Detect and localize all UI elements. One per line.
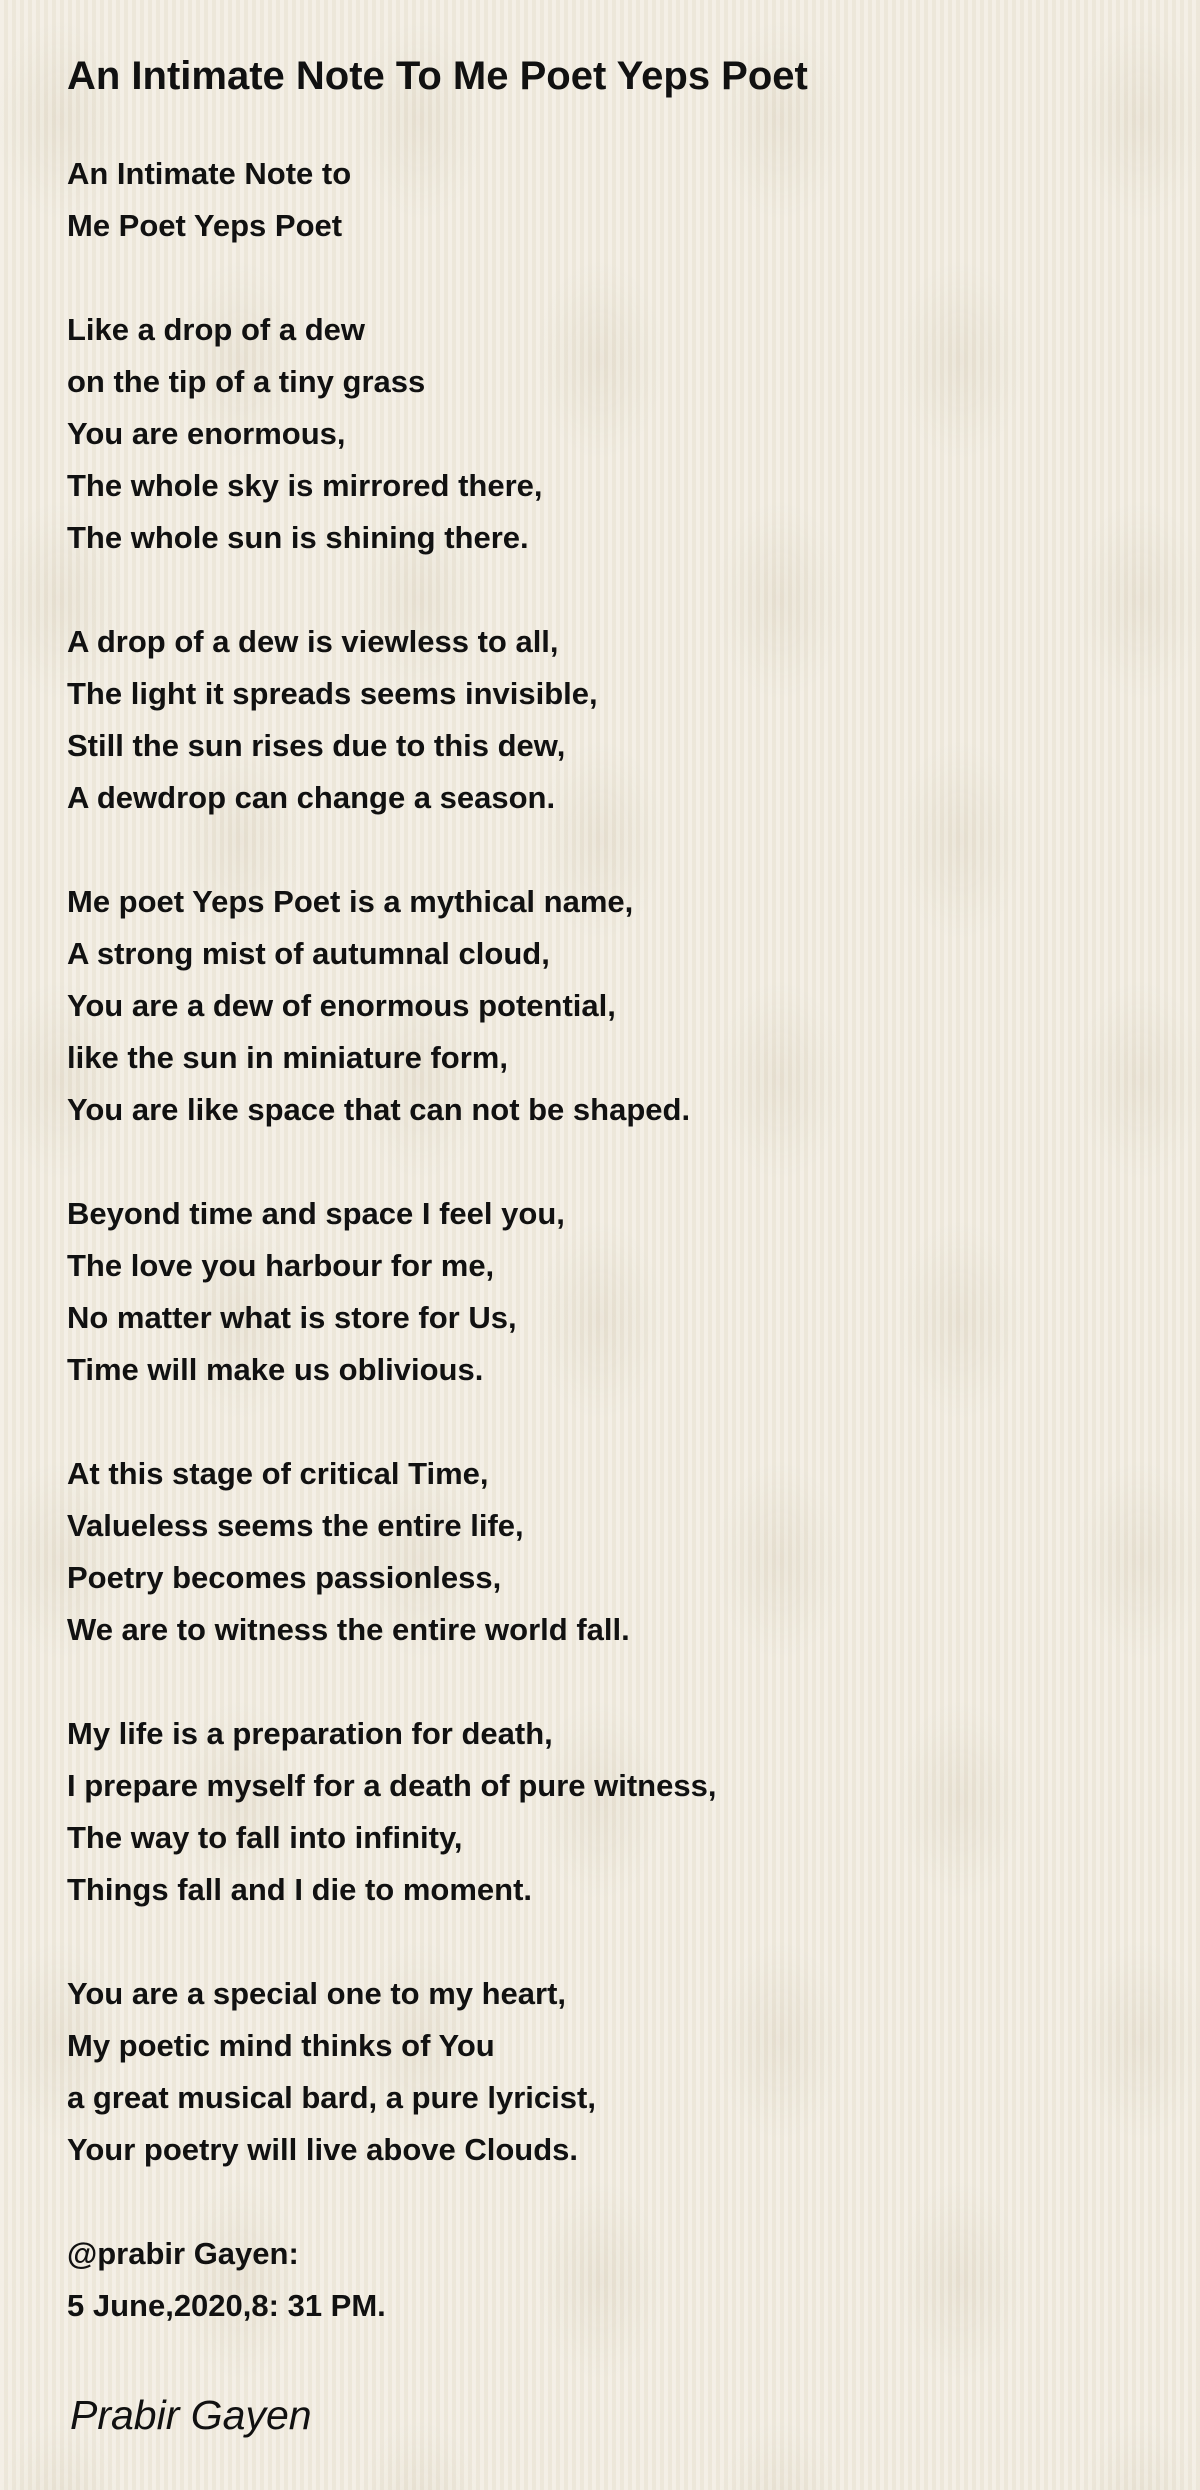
- stanza: [67, 876, 1167, 1136]
- stanza: [67, 1448, 1167, 1656]
- poem-line: @prabir Gayen:: [67, 2236, 299, 2271]
- poem-line: An Intimate Note to: [67, 156, 352, 191]
- poem-line: Me Poet Yeps Poet: [67, 208, 343, 243]
- poem-line: You are enormous,: [67, 416, 346, 451]
- poem-line: You are a dew of enormous potential,: [67, 988, 616, 1023]
- poem-line: The way to fall into infinity,: [67, 1820, 463, 1855]
- stanza: [67, 1188, 1167, 1396]
- poem-line: Things fall and I die to moment.: [67, 1872, 533, 1907]
- poem-line: Poetry becomes passionless,: [67, 1560, 502, 1595]
- poem-line: I prepare myself for a death of pure witness,: [67, 1768, 717, 1803]
- poem-line: Like a drop of a dew: [67, 312, 365, 347]
- poem-line: We are to witness the entire world fall.: [67, 1612, 630, 1647]
- poem-line: 5 June,2020,8: 31 PM.: [67, 2288, 386, 2323]
- poem-line: like the sun in miniature form,: [67, 1040, 508, 1075]
- stanza: [67, 616, 1167, 824]
- poem-line: Still the sun rises due to this dew,: [67, 728, 566, 763]
- stanza: [67, 1968, 1167, 2176]
- stanza: [67, 1708, 1167, 1916]
- poem-line: Valueless seems the entire life,: [67, 1508, 524, 1543]
- poem-line: No matter what is store for Us,: [67, 1300, 517, 1335]
- poem-line: on the tip of a tiny grass: [67, 364, 426, 399]
- signature-stanza: [67, 2228, 1167, 2332]
- author-name: Prabir Gayen: [70, 2392, 312, 2438]
- poem-line: You are like space that can not be shaped.: [67, 1092, 691, 1127]
- poem-line: At this stage of critical Time,: [67, 1456, 489, 1491]
- poem-line: The light it spreads seems invisible,: [67, 676, 598, 711]
- stanza: [67, 304, 1167, 564]
- poem-line: A drop of a dew is viewless to all,: [67, 624, 559, 659]
- poem-line: My poetic mind thinks of You: [67, 2028, 495, 2063]
- poem-line: a great musical bard, a pure lyricist,: [67, 2080, 596, 2115]
- poem-line: Me poet Yeps Poet is a mythical name,: [67, 884, 634, 919]
- poem-line: Your poetry will live above Clouds.: [67, 2132, 579, 2167]
- poem-line: A strong mist of autumnal cloud,: [67, 936, 550, 971]
- poem-body: [67, 148, 1167, 2384]
- poem-title: An Intimate Note To Me Poet Yeps Poet: [67, 54, 808, 98]
- poem-line: My life is a preparation for death,: [67, 1716, 553, 1751]
- poem-line: The whole sun is shining there.: [67, 520, 529, 555]
- poem-line: You are a special one to my heart,: [67, 1976, 567, 2011]
- poem-line: Time will make us oblivious.: [67, 1352, 484, 1387]
- poem-line: The whole sky is mirrored there,: [67, 468, 543, 503]
- poem-line: A dewdrop can change a season.: [67, 780, 556, 815]
- stanza: [67, 148, 1167, 252]
- poem-line: Beyond time and space I feel you,: [67, 1196, 565, 1231]
- poem-line: The love you harbour for me,: [67, 1248, 495, 1283]
